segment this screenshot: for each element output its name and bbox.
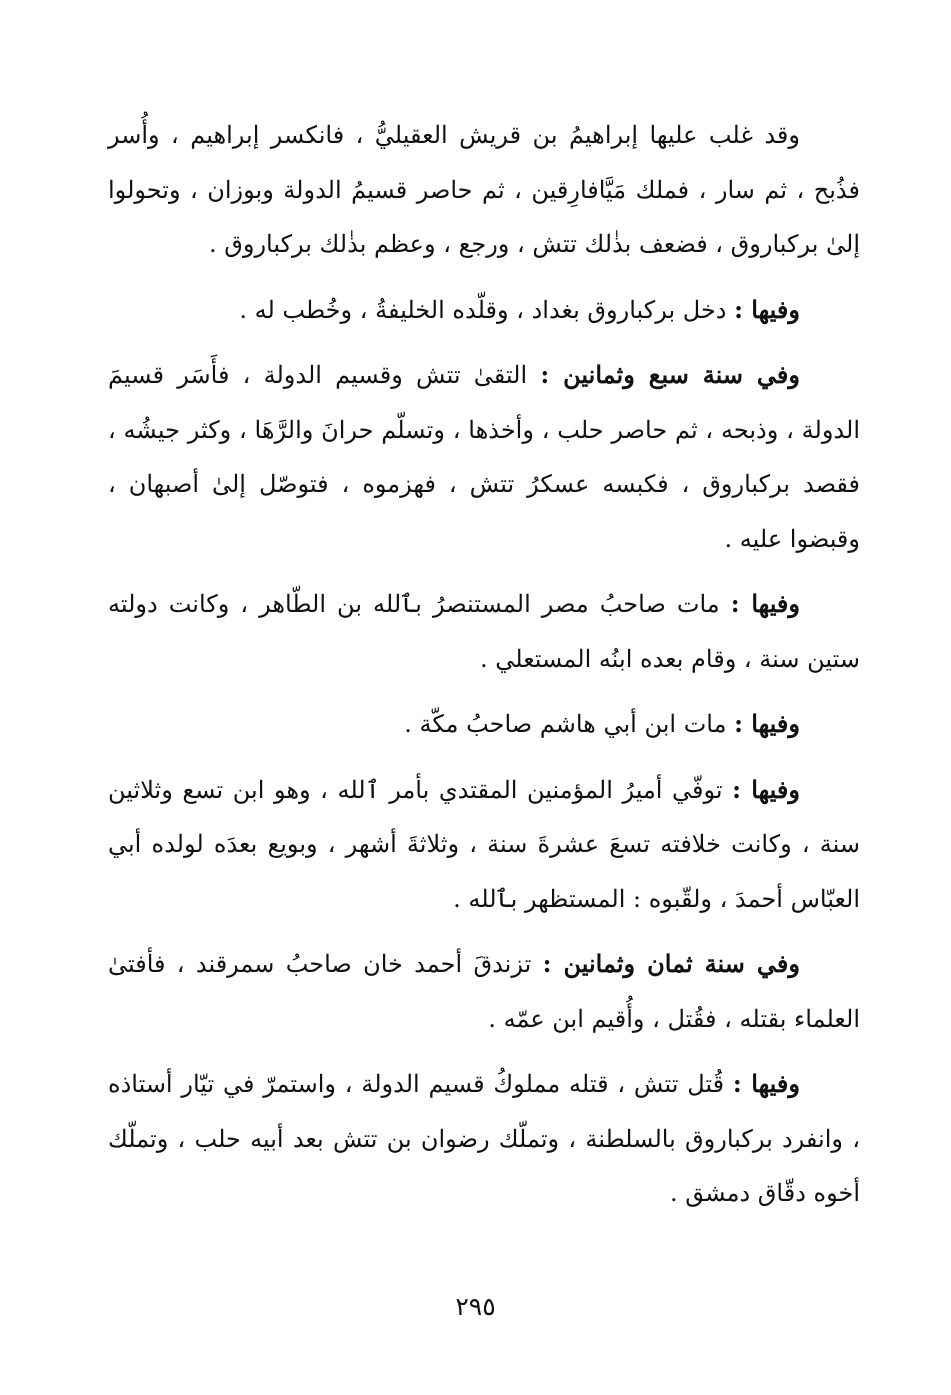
paragraph-text: تزندقَ أحمد خان صاحبُ سمرقند ، فأفتىٰ العلماء بقتله ، فقُتل ، وأُقيم ابن عمّه . — [108, 950, 860, 1033]
paragraph-text: قُتل تتش ، قتله مملوكُ قسيم الدولة ، واستمرّ في تيّار أستاذه ، وانفرد بركباروق بالسلطنة ، وتملّك رضوان بن تتش بعد أبيه حلب ، وتملّك أخوه دقّاق دمشق . — [108, 1070, 860, 1207]
paragraph-7 — [108, 937, 860, 1046]
paragraph-text: وقد غلب عليها إبراهيمُ بن قريش العقيليُّ ، فانكسر إبراهيم ، وأُسر فذُبح ، ثم سار ، فملك مَيَّافارِقين ، ثم حاصر قسيمُ الدولة وبوزان ، وتحولوا إلىٰ بركباروق ، فضعف بذٰلك تتش ، ورجع ، وعظم بذٰلك بركباروق . — [108, 121, 860, 258]
paragraph-text: دخل بركباروق بغداد ، وقلّده الخليفةُ ، وخُطب له . — [239, 295, 735, 324]
paragraph-lead: وفي سنة ثمان وثمانين : — [542, 949, 800, 978]
paragraph-text: مات ابن أبي هاشم صاحبُ مكّة . — [404, 710, 735, 738]
page-body — [108, 108, 860, 1232]
paragraph-text: توفّي أميرُ المؤمنين المقتدي بأمر ٱلله ، وهو ابن تسع وثلاثين سنة ، وكانت خلافته تسعَ عشرةَ سنة ، وثلاثةَ أشهر ، وبويع بعدَه لولده أبي العبّاس أحمدَ ، ولقّبوه : المستظهر بٱلله . — [108, 775, 860, 913]
paragraph-lead: وفي سنة سبع وثمانين : — [540, 360, 800, 389]
paragraph-lead: وفيها : — [730, 589, 800, 618]
paragraph-lead: وفيها : — [732, 1069, 800, 1098]
paragraph-lead: وفيها : — [732, 774, 800, 804]
paragraph-5 — [108, 697, 860, 752]
paragraph-8 — [108, 1057, 860, 1221]
paragraph-text: مات صاحبُ مصر المستنصرُ بٱلله بن الطّاهر ، وكانت دولته ستين سنة ، وقام بعده ابنُه المستعلي . — [108, 590, 860, 673]
paragraph-lead: وفيها : — [734, 294, 800, 324]
page-number: ٢٩٥ — [455, 1292, 496, 1321]
paragraph-6 — [108, 763, 860, 927]
paragraph-2 — [108, 283, 860, 338]
paragraph-1 — [108, 108, 860, 272]
paragraph-4 — [108, 577, 860, 686]
paragraph-text: التقىٰ تتش وقسيم الدولة ، فأَسَر قسيمَ الدولة ، وذبحه ، ثم حاصر حلب ، وأخذها ، وتسلّم حرانَ والرَّهَا ، وكثر جيشُه ، فقصد بركباروق ، فكبسه عسكرُ تتش ، فهزموه ، فتوصّل إلىٰ أصبهان ، وقبضوا عليه . — [108, 361, 860, 553]
paragraph-3 — [108, 348, 860, 566]
paragraph-lead: وفيها : — [734, 709, 800, 738]
